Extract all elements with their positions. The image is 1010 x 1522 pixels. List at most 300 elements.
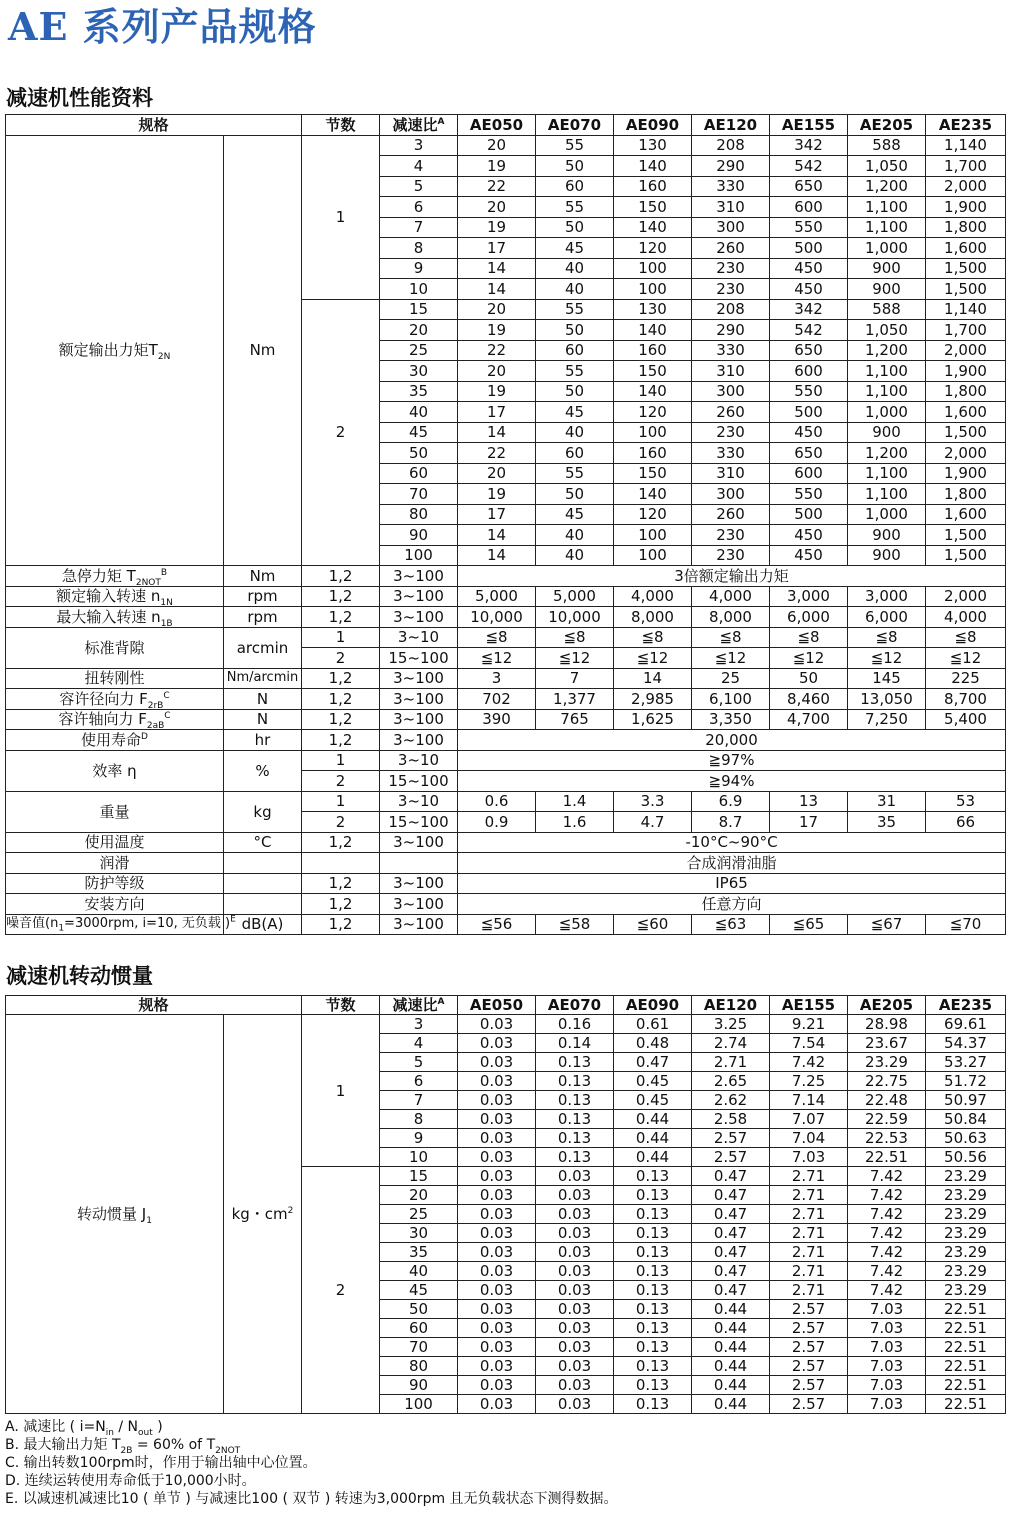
value-cell: 2.71 — [770, 1281, 848, 1300]
stage-cell: 2 — [302, 1167, 380, 1414]
value-cell: 0.03 — [458, 1224, 536, 1243]
value-cell: 3倍额定输出力矩 — [458, 566, 1006, 587]
ratio-cell: 3~10 — [380, 627, 458, 648]
value-cell: 1,050 — [848, 320, 926, 341]
value-cell: 900 — [848, 525, 926, 546]
value-cell: 0.13 — [614, 1357, 692, 1376]
value-cell: 40 — [536, 545, 614, 566]
value-cell: ≦12 — [848, 648, 926, 669]
unit-cell: N — [224, 709, 302, 730]
value-cell: 3 — [458, 668, 536, 689]
value-cell: 7.03 — [848, 1357, 926, 1376]
value-cell: 2,000 — [926, 443, 1006, 464]
value-cell: ≦12 — [926, 648, 1006, 669]
value-cell: 0.45 — [614, 1072, 692, 1091]
value-cell: 702 — [458, 689, 536, 710]
value-cell: 0.44 — [692, 1319, 770, 1338]
value-cell: 0.03 — [536, 1319, 614, 1338]
value-cell: 任意方向 — [458, 894, 1006, 915]
value-cell: 6,000 — [848, 607, 926, 628]
value-cell: 650 — [770, 340, 848, 361]
value-cell: 50.63 — [926, 1129, 1006, 1148]
value-cell: 7,250 — [848, 709, 926, 730]
value-cell: 1,100 — [848, 197, 926, 218]
value-cell: 55 — [536, 197, 614, 218]
value-cell: 140 — [614, 156, 692, 177]
value-cell: 0.03 — [536, 1262, 614, 1281]
value-cell: 0.13 — [614, 1376, 692, 1395]
value-cell: 19 — [458, 484, 536, 505]
ratio-cell: 70 — [380, 484, 458, 505]
stage-cell: 1,2 — [302, 586, 380, 607]
performance-table — [5, 114, 1006, 935]
row-label: 容许径向力 $F_{2rB}^C$ — [6, 689, 224, 710]
value-cell: 2.71 — [770, 1205, 848, 1224]
row-label: 效率 η — [6, 750, 224, 791]
value-cell: 650 — [770, 176, 848, 197]
value-cell: 2.58 — [692, 1110, 770, 1129]
inertia-rows — [6, 1015, 1006, 1414]
stage-cell: 1 — [302, 750, 380, 771]
row-label: 使用寿命$^D$ — [6, 730, 224, 751]
value-cell: 50 — [536, 484, 614, 505]
value-cell: 1,140 — [926, 135, 1006, 156]
value-cell: 0.03 — [536, 1186, 614, 1205]
ratio-cell: 80 — [380, 504, 458, 525]
value-cell: 7.42 — [848, 1186, 926, 1205]
value-cell: 0.13 — [614, 1262, 692, 1281]
value-cell: 2.71 — [692, 1053, 770, 1072]
unit-cell: N — [224, 689, 302, 710]
value-cell: 0.03 — [458, 1186, 536, 1205]
value-cell: 100 — [614, 422, 692, 443]
value-cell: 0.13 — [614, 1395, 692, 1414]
value-cell: 1,500 — [926, 279, 1006, 300]
value-cell: 8,700 — [926, 689, 1006, 710]
value-cell: 7.03 — [848, 1395, 926, 1414]
value-cell: 120 — [614, 504, 692, 525]
unit-cell: arcmin — [224, 627, 302, 668]
stage-cell: 1,2 — [302, 873, 380, 894]
spec-rows — [6, 566, 1006, 935]
ratio-cell: 35 — [380, 1243, 458, 1262]
stage-cell: 1,2 — [302, 566, 380, 587]
value-cell: 650 — [770, 443, 848, 464]
header-ratio: 减速比$^A$ — [380, 996, 458, 1015]
header-stage: 节数 — [302, 115, 380, 136]
value-cell: 0.48 — [614, 1034, 692, 1053]
stage-cell: 1 — [302, 1015, 380, 1167]
value-cell: 1,140 — [926, 299, 1006, 320]
value-cell: 1,600 — [926, 504, 1006, 525]
ratio-cell: 15 — [380, 1167, 458, 1186]
value-cell: ≦56 — [458, 914, 536, 935]
stage-cell: 1,2 — [302, 709, 380, 730]
value-cell: 130 — [614, 299, 692, 320]
ratio-cell: 3~100 — [380, 730, 458, 751]
value-cell: 230 — [692, 279, 770, 300]
header-ratio: 减速比$^A$ — [380, 115, 458, 136]
value-cell: 45 — [536, 402, 614, 423]
stage-cell: 2 — [302, 771, 380, 792]
value-cell: 500 — [770, 238, 848, 259]
value-cell: 19 — [458, 320, 536, 341]
value-cell: 0.03 — [458, 1167, 536, 1186]
value-cell: 0.47 — [692, 1167, 770, 1186]
value-cell: ≦8 — [614, 627, 692, 648]
value-cell: 0.03 — [458, 1072, 536, 1091]
value-cell: 69.61 — [926, 1015, 1006, 1034]
value-cell: 310 — [692, 463, 770, 484]
value-cell: 342 — [770, 299, 848, 320]
value-cell: 3.3 — [614, 791, 692, 812]
stage-cell: 1,2 — [302, 832, 380, 853]
value-cell: 0.03 — [458, 1357, 536, 1376]
ratio-cell: 20 — [380, 320, 458, 341]
row-label: 最大输入转速 $n_{1B}$ — [6, 607, 224, 628]
value-cell: 23.29 — [926, 1281, 1006, 1300]
value-cell: 0.47 — [614, 1053, 692, 1072]
value-cell: 0.44 — [692, 1357, 770, 1376]
value-cell: 0.13 — [614, 1243, 692, 1262]
ratio-cell: 3~100 — [380, 668, 458, 689]
value-cell: 2.57 — [692, 1129, 770, 1148]
value-cell: 0.03 — [536, 1243, 614, 1262]
table-row — [6, 914, 1006, 935]
value-cell: 7.03 — [848, 1376, 926, 1395]
value-cell: 3.25 — [692, 1015, 770, 1034]
value-cell: -10°C~90°C — [458, 832, 1006, 853]
footnote: B. 最大输出力矩 $T_{2B} = 60\%$ of $T_{2NOT}$ — [5, 1437, 241, 1456]
value-cell: 50 — [536, 381, 614, 402]
value-cell: ≧97% — [458, 750, 1006, 771]
value-cell: 0.13 — [536, 1072, 614, 1091]
header-model: AE205 — [848, 996, 926, 1015]
unit-cell: hr — [224, 730, 302, 751]
value-cell: 35 — [848, 812, 926, 833]
value-cell: 600 — [770, 463, 848, 484]
value-cell: 0.03 — [536, 1281, 614, 1300]
ratio-cell: 15~100 — [380, 812, 458, 833]
value-cell: 2.71 — [770, 1243, 848, 1262]
value-cell: 0.03 — [536, 1224, 614, 1243]
value-cell: 7.42 — [848, 1205, 926, 1224]
value-cell: 7.42 — [848, 1224, 926, 1243]
value-cell: 22.51 — [926, 1319, 1006, 1338]
row-label: 容许轴向力 $F_{2aB}^C$ — [6, 709, 224, 730]
value-cell: 9.21 — [770, 1015, 848, 1034]
value-cell: 60 — [536, 176, 614, 197]
value-cell: 260 — [692, 504, 770, 525]
table-row — [6, 750, 1006, 771]
value-cell: 1,100 — [848, 361, 926, 382]
value-cell: 330 — [692, 176, 770, 197]
value-cell: 0.03 — [536, 1205, 614, 1224]
header-model: AE090 — [614, 115, 692, 136]
value-cell: 22.51 — [926, 1300, 1006, 1319]
value-cell: 22.51 — [926, 1395, 1006, 1414]
ratio-cell: 9 — [380, 1129, 458, 1148]
value-cell: 7.14 — [770, 1091, 848, 1110]
value-cell: 23.29 — [926, 1186, 1006, 1205]
value-cell: 14 — [614, 668, 692, 689]
value-cell: 40 — [536, 422, 614, 443]
value-cell: 0.44 — [692, 1376, 770, 1395]
value-cell: 23.29 — [926, 1167, 1006, 1186]
value-cell: 500 — [770, 402, 848, 423]
value-cell: 588 — [848, 299, 926, 320]
value-cell: 0.03 — [458, 1110, 536, 1129]
value-cell: 23.29 — [926, 1205, 1006, 1224]
value-cell: 8,460 — [770, 689, 848, 710]
unit-cell: Nm — [224, 566, 302, 587]
table-row — [6, 135, 1006, 156]
value-cell: 0.03 — [458, 1205, 536, 1224]
value-cell: ≦8 — [770, 627, 848, 648]
header-spec: 规格 — [6, 115, 302, 136]
value-cell: 450 — [770, 545, 848, 566]
value-cell: 230 — [692, 422, 770, 443]
ratio-cell: 8 — [380, 238, 458, 259]
value-cell: ≦8 — [926, 627, 1006, 648]
value-cell: 1.4 — [536, 791, 614, 812]
ratio-cell: 3~100 — [380, 832, 458, 853]
value-cell: 2.71 — [770, 1167, 848, 1186]
value-cell: 290 — [692, 156, 770, 177]
value-cell: 5,000 — [458, 586, 536, 607]
value-cell: 7.03 — [848, 1300, 926, 1319]
stage-cell: 1 — [302, 791, 380, 812]
header-model: AE155 — [770, 115, 848, 136]
value-cell: 7.42 — [770, 1053, 848, 1072]
value-cell: 0.44 — [692, 1300, 770, 1319]
value-cell: ≦8 — [536, 627, 614, 648]
header-stage: 节数 — [302, 996, 380, 1015]
value-cell: 23.67 — [848, 1034, 926, 1053]
value-cell: 66 — [926, 812, 1006, 833]
value-cell: 0.13 — [614, 1300, 692, 1319]
value-cell: 6,000 — [770, 607, 848, 628]
value-cell: 0.03 — [458, 1319, 536, 1338]
row-label: 转动惯量 $J_1$ — [6, 1015, 224, 1414]
value-cell: 600 — [770, 361, 848, 382]
value-cell: 542 — [770, 320, 848, 341]
unit-cell: kg — [224, 791, 302, 832]
value-cell: 300 — [692, 217, 770, 238]
value-cell: 260 — [692, 238, 770, 259]
ratio-cell: 50 — [380, 1300, 458, 1319]
value-cell: 0.44 — [692, 1338, 770, 1357]
value-cell: 130 — [614, 135, 692, 156]
value-cell: 0.03 — [458, 1395, 536, 1414]
unit-cell: kg・$cm^2$ — [224, 1015, 302, 1414]
value-cell: 20 — [458, 299, 536, 320]
value-cell: 0.03 — [458, 1015, 536, 1034]
table-row — [6, 1015, 1006, 1034]
value-cell: 6,100 — [692, 689, 770, 710]
value-cell: 120 — [614, 238, 692, 259]
stage-cell: 2 — [302, 299, 380, 566]
stage-cell: 1,2 — [302, 914, 380, 935]
value-cell: 500 — [770, 504, 848, 525]
value-cell: 0.03 — [458, 1129, 536, 1148]
value-cell: ≦63 — [692, 914, 770, 935]
row-label: 润滑 — [6, 853, 224, 874]
value-cell: 450 — [770, 279, 848, 300]
table-row — [6, 627, 1006, 648]
value-cell: 17 — [458, 402, 536, 423]
ratio-cell: 3~100 — [380, 689, 458, 710]
value-cell: 900 — [848, 258, 926, 279]
value-cell: 150 — [614, 361, 692, 382]
unit-cell: dB(A) — [224, 914, 302, 935]
ratio-cell: 3~100 — [380, 914, 458, 935]
ratio-cell: 8 — [380, 1110, 458, 1129]
table-row — [6, 853, 1006, 874]
value-cell: 140 — [614, 484, 692, 505]
header-model: AE090 — [614, 996, 692, 1015]
value-cell: 0.13 — [614, 1167, 692, 1186]
value-cell: ≦67 — [848, 914, 926, 935]
value-cell: 2.57 — [692, 1148, 770, 1167]
value-cell: ≦8 — [458, 627, 536, 648]
value-cell: ≦12 — [458, 648, 536, 669]
value-cell: 450 — [770, 525, 848, 546]
ratio-cell: 10 — [380, 279, 458, 300]
value-cell: 1,050 — [848, 156, 926, 177]
value-cell: 60 — [536, 443, 614, 464]
value-cell: 1,900 — [926, 361, 1006, 382]
table-row — [6, 894, 1006, 915]
value-cell: 208 — [692, 135, 770, 156]
value-cell: 150 — [614, 463, 692, 484]
unit-cell — [224, 894, 302, 915]
table-row — [6, 873, 1006, 894]
value-cell: 342 — [770, 135, 848, 156]
stage-cell: 1,2 — [302, 607, 380, 628]
value-cell: 290 — [692, 320, 770, 341]
value-cell: 55 — [536, 135, 614, 156]
stage-cell: 1,2 — [302, 689, 380, 710]
ratio-cell: 100 — [380, 545, 458, 566]
ratio-cell — [380, 853, 458, 874]
header-model: AE205 — [848, 115, 926, 136]
value-cell: 1,500 — [926, 258, 1006, 279]
value-cell: 160 — [614, 340, 692, 361]
value-cell: 14 — [458, 422, 536, 443]
value-cell: 160 — [614, 443, 692, 464]
ratio-cell: 15~100 — [380, 771, 458, 792]
header-spec: 规格 — [6, 996, 302, 1015]
ratio-cell: 5 — [380, 1053, 458, 1072]
value-cell: 1,200 — [848, 443, 926, 464]
value-cell: 50 — [536, 156, 614, 177]
ratio-cell: 3~10 — [380, 750, 458, 771]
value-cell: 4,000 — [614, 586, 692, 607]
value-cell: 7.42 — [848, 1243, 926, 1262]
value-cell: 2.71 — [770, 1262, 848, 1281]
header-model: AE235 — [926, 996, 1006, 1015]
value-cell: 5,000 — [536, 586, 614, 607]
value-cell: 550 — [770, 217, 848, 238]
value-cell: ≦12 — [770, 648, 848, 669]
value-cell: 450 — [770, 258, 848, 279]
footnotes — [5, 1418, 1005, 1508]
ratio-cell: 35 — [380, 381, 458, 402]
ratio-cell: 40 — [380, 1262, 458, 1281]
ratio-cell: 45 — [380, 1281, 458, 1300]
table-row — [6, 566, 1006, 587]
value-cell: 100 — [614, 525, 692, 546]
row-label: 安装方向 — [6, 894, 224, 915]
ratio-cell: 5 — [380, 176, 458, 197]
value-cell: 4,000 — [926, 607, 1006, 628]
value-cell: 0.03 — [458, 1053, 536, 1072]
value-cell: 0.44 — [692, 1395, 770, 1414]
ratio-cell: 4 — [380, 1034, 458, 1053]
value-cell: 22 — [458, 340, 536, 361]
row-label: 扭转刚性 — [6, 668, 224, 689]
value-cell: 60 — [536, 340, 614, 361]
value-cell: ≦12 — [692, 648, 770, 669]
value-cell: 1,500 — [926, 525, 1006, 546]
table-row — [6, 607, 1006, 628]
value-cell: 50 — [536, 217, 614, 238]
value-cell: 2,000 — [926, 176, 1006, 197]
value-cell: 230 — [692, 258, 770, 279]
ratio-cell: 60 — [380, 463, 458, 484]
value-cell: 0.47 — [692, 1224, 770, 1243]
value-cell: 7.03 — [770, 1148, 848, 1167]
ratio-cell: 10 — [380, 1148, 458, 1167]
value-cell: 450 — [770, 422, 848, 443]
value-cell: 0.44 — [614, 1148, 692, 1167]
unit-cell: Nm — [224, 135, 302, 566]
row-label: 防护等级 — [6, 873, 224, 894]
header-model: AE050 — [458, 115, 536, 136]
value-cell: 7.03 — [848, 1319, 926, 1338]
value-cell: 1,200 — [848, 340, 926, 361]
value-cell: 390 — [458, 709, 536, 730]
value-cell: 0.13 — [614, 1186, 692, 1205]
value-cell: 40 — [536, 525, 614, 546]
value-cell: 0.9 — [458, 812, 536, 833]
value-cell: IP65 — [458, 873, 1006, 894]
row-label: 额定输出力矩$T_{2N}$ — [6, 135, 224, 566]
value-cell: 150 — [614, 197, 692, 218]
value-cell: ≦60 — [614, 914, 692, 935]
value-cell: 0.44 — [614, 1110, 692, 1129]
value-cell: 31 — [848, 791, 926, 812]
value-cell: 20 — [458, 361, 536, 382]
value-cell: 22.53 — [848, 1129, 926, 1148]
value-cell: 1,600 — [926, 238, 1006, 259]
footnote: C. 输出转数100rpm时，作用于输出轴中心位置。 — [5, 1455, 317, 1471]
value-cell: 3,350 — [692, 709, 770, 730]
stage-cell: 1,2 — [302, 668, 380, 689]
value-cell: 54.37 — [926, 1034, 1006, 1053]
value-cell: 20 — [458, 135, 536, 156]
value-cell: 19 — [458, 381, 536, 402]
value-cell: 53 — [926, 791, 1006, 812]
value-cell: 900 — [848, 279, 926, 300]
row-label: 使用温度 — [6, 832, 224, 853]
ratio-cell: 20 — [380, 1186, 458, 1205]
value-cell: 0.03 — [458, 1376, 536, 1395]
value-cell: ≦8 — [848, 627, 926, 648]
ratio-cell: 4 — [380, 156, 458, 177]
value-cell: ≦8 — [692, 627, 770, 648]
